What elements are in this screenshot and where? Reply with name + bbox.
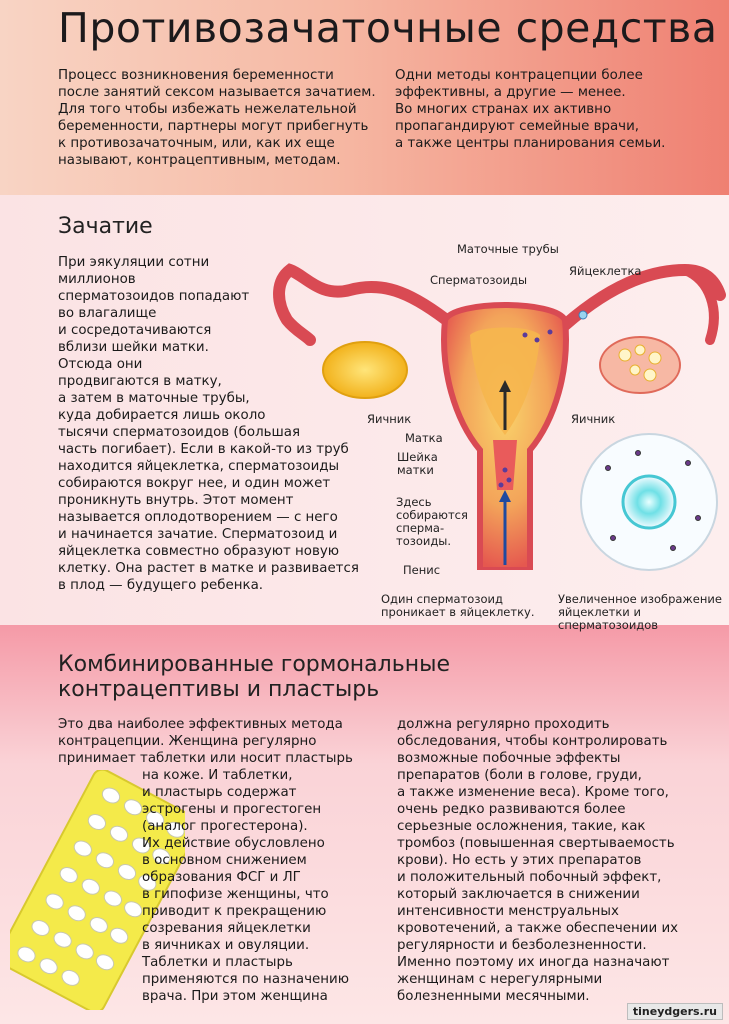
label-egg: Яйцеклетка — [569, 264, 642, 278]
cervix — [493, 440, 517, 490]
label-penis: Пенис — [403, 563, 441, 577]
page-title: Противозачаточные средства — [58, 4, 718, 52]
label-ovary-right: Яичник — [571, 412, 616, 426]
hormonal-heading-line1: Комбинированные гормональные — [58, 652, 450, 677]
hormonal-heading-line2: контрацептивы и пластырь — [58, 677, 380, 702]
watermark: tineydgers.ru — [627, 1003, 723, 1020]
left-ovary — [323, 342, 407, 398]
egg-cell — [579, 311, 587, 319]
label-magnified: Увеличенное изображение яйцеклетки и сперматозоидов — [558, 592, 722, 632]
conception-heading: Зачатие — [58, 214, 153, 239]
label-fallopian-tubes: Маточные трубы — [457, 242, 559, 256]
label-sperm: Сперматозоиды — [430, 273, 528, 287]
hormonal-text-wrap: на коже. И таблетки, и пластырь содержат эстрогены и прогестоген (аналог прогестерона). Их действие обусловлено в основном снижением образования ФСГ и ЛГ в гипофизе женщины, что приводит к прекращению созревания яйцеклетки в яичниках и овуляции. Таблетки и пластырь применяются по назначению врача. При этом женщина — [142, 768, 349, 1004]
label-ovary-left: Яичник — [367, 412, 412, 426]
label-uterus: Матка — [405, 431, 443, 445]
egg-and-sperm-circle — [578, 428, 720, 576]
hormonal-heading — [58, 652, 450, 702]
intro-right-text: Одни методы контрацепции более эффективны, а другие — менее. Во многих странах их активно пропагандируют семейные врачи, а также центры планирования семьи. — [395, 68, 666, 151]
left-fallopian-tube — [279, 270, 453, 340]
label-one-sperm: Один сперматозоид проникает в яйцеклетку. — [381, 592, 535, 619]
hormonal-text-top: Это два наиболее эффективных метода контрацепции. Женщина регулярно принимает таблетки или носит пластырь — [58, 717, 353, 766]
label-cervix: Шейка матки — [397, 450, 438, 477]
hormonal-text-right: должна регулярно проходить обследования, чтобы контролировать возможные побочные эффекты препаратов (боли в голове, груди, а также изменение веса). Кроме того, очень редко развиваются более серьезные осложнения, такие, как тромбоз (повышенная свертываемость крови). Но есть у этих препаратов и положительный побочный эффект, который заключается в снижении интенсивности менструальных кровотечений, а также обеспечении их регулярности и безболезненности. Именно поэтому их иногда назначают женщинам с нерегулярными болезненными месячными. — [397, 717, 679, 1004]
label-sperm-gather: Здесь собираются сперма- тозоиды. — [396, 495, 468, 548]
intro-left-text: Процесс возникновения беременности после занятий сексом называется зачатием. Для того чтобы избежать нежелательной беременности, партнеры могут прибегнуть к противозачаточным, или, как их еще называют, контрацептивным, методам. — [58, 68, 376, 168]
conception-text: При эякуляции сотни миллионов сперматозоидов попадают во влагалище и сосредотачиваются вблизи шейки матки. Отсюда они продвигаются в матку, а затем в маточные трубы, куда добирается лишь около тысячи сперматозоидов (большая часть погибает). Если в какой-то из труб находится яйцеклетка, сперматозоиды собираются вокруг нее, и один может проникнуть внутрь. Этот момент называется оплодотворением — с него и начинается зачатие. Сперматозоид и яйцеклетка совместно образуют новую клетку. Она растет в матке и развивается в плод — будущего ребенка. — [58, 255, 359, 593]
